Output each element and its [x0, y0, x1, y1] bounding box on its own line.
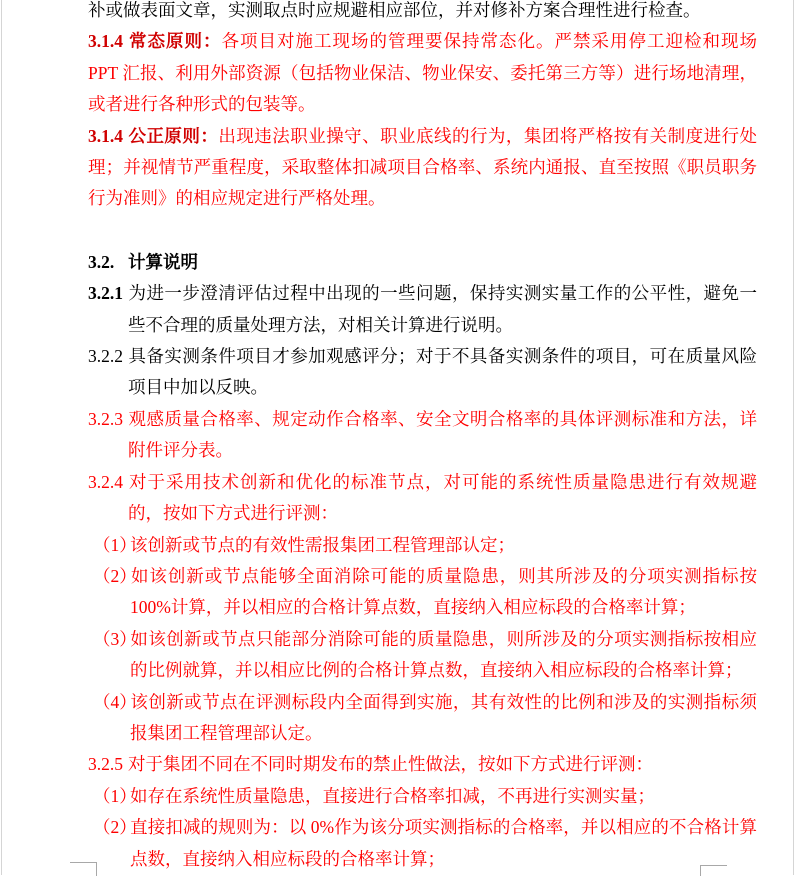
paragraph-lead: 常态原则： [128, 31, 222, 52]
paragraph [88, 121, 757, 215]
paragraph [88, 687, 757, 750]
paragraph-number: 3.2.5 [88, 754, 123, 775]
paragraph-text: 计算说明 [128, 251, 198, 272]
page-edge-right [793, 0, 794, 875]
paragraph-text: 观感质量合格率、规定动作合格率、安全文明合格率的具体评测标准和方法，详附件评分表。 [128, 408, 757, 461]
paragraph-text: 补或做表面文章，实测取点时应规避相应部位，并对修补方案合理性进行检查。 [88, 0, 701, 20]
paragraph-text: 具备实测条件项目才参加观感评分；对于不具备实测条件的项目，可在质量风险项目中加以反映。 [128, 346, 757, 398]
paragraph [88, 561, 757, 624]
paragraph [88, 749, 757, 780]
paragraph-text: 如该创新或节点能够全面消除可能的质量隐患，则其所涉及的分项实测指标按 100%计算，并以相应的合格计算点数，直接纳入相应标段的合格率计算； [130, 565, 757, 618]
paragraph-text: 为进一步澄清评估过程中出现的一些问题，保持实测实量工作的公平性，避免一些不合理的质量处理方法，对相关计算进行说明。 [128, 283, 757, 335]
paragraph-number: （3） [93, 628, 137, 649]
paragraph-number: 3.2.3 [88, 408, 123, 429]
paragraph [88, 781, 757, 812]
paragraph-number: （1） [93, 785, 137, 806]
paragraph-number: （4） [93, 691, 137, 712]
paragraph-text: 各项目对施工现场的管理要保持常态化。严禁采用停工迎检和现场 PPT 汇报、利用外部资源（包括物业保洁、物业保安、委托第三方等）进行场地清理，或者进行各种形式的包装等。 [88, 31, 757, 115]
paragraph-number: 3.2.4 [88, 471, 123, 492]
document-content [88, 0, 757, 875]
paragraph [88, 530, 757, 561]
paragraph [88, 247, 757, 278]
paragraph-number: 3.2.2 [88, 346, 123, 367]
paragraph [88, 0, 757, 26]
paragraph [88, 278, 757, 341]
paragraph [88, 812, 757, 875]
paragraph-number: （2） [93, 817, 137, 838]
paragraph-text: 对于采用技术创新和优化的标准节点，对可能的系统性质量隐患进行有效规避的，按如下方式进行评测： [128, 471, 757, 524]
paragraph [88, 624, 757, 687]
paragraph-lead: 公正原则： [128, 125, 219, 146]
page-edge-left [1, 0, 2, 875]
paragraph [88, 467, 757, 530]
paragraph [88, 26, 757, 120]
paragraph-text: 如该创新或节点只能部分消除可能的质量隐患，则所涉及的分项实测指标按相应的比例就算，并以相应比例的合格计算点数，直接纳入相应标段的合格率计算； [130, 628, 757, 681]
paragraph-number: 3.1.4 [88, 125, 123, 146]
paragraph-number: 3.2.1 [88, 283, 123, 304]
paragraph-number: （1） [93, 534, 137, 555]
paragraph-number: 3.2. [88, 251, 115, 272]
paragraph-text: 该创新或节点在评测标段内全面得到实施，其有效性的比例和涉及的实测指标须报集团工程管理部认定。 [130, 691, 757, 743]
paragraph-number: （2） [93, 565, 137, 586]
paragraph [88, 341, 757, 404]
paragraph-text: 该创新或节点的有效性需报集团工程管理部认定； [130, 534, 515, 555]
paragraph-number: 3.1.4 [88, 31, 123, 52]
paragraph-text: 直接扣减的规则为：以 0%作为该分项实测指标的合格率，并以相应的不合格计算点数，直接纳入相应标段的合格率计算； [130, 817, 757, 869]
paragraph-text: 出现违法职业操守、职业底线的行为，集团将严格按有关制度进行处理；并视情节严重程度，采取整体扣减项目合格率、系统内通报、直至按照《职员职务行为准则》的相应规定进行严格处理。 [88, 125, 758, 209]
paragraph-text: 对于集团不同在不同时期发布的禁止性做法，按如下方式进行评测： [128, 754, 653, 775]
paragraph-text: 如存在系统性质量隐患，直接进行合格率扣减，不再进行实测实量； [130, 785, 655, 806]
paragraph [88, 404, 757, 467]
